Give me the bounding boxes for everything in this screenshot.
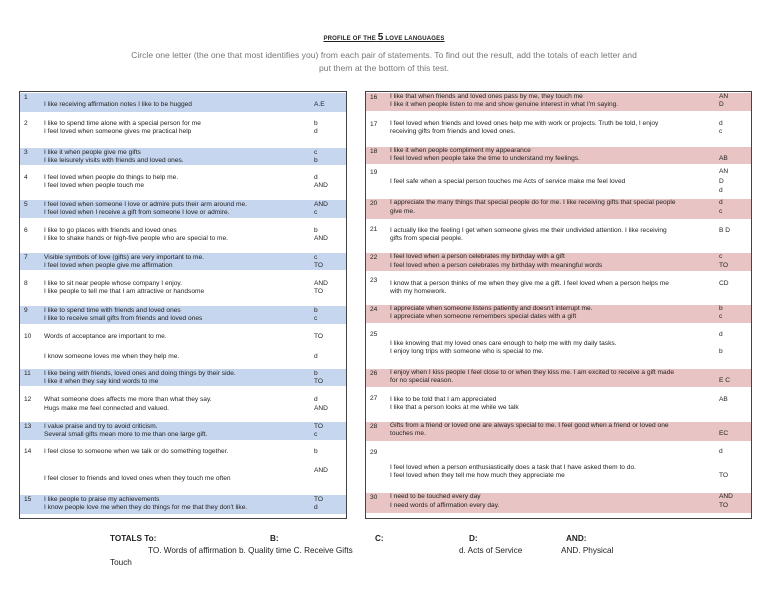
- answer-letter[interactable]: AND: [314, 182, 328, 189]
- statement-text: I value praise and try to avoid criticism.: [44, 423, 158, 430]
- question-row: [20, 447, 346, 487]
- question-number: 15: [24, 496, 32, 503]
- question-number: 28: [370, 423, 378, 430]
- legend-touch: Touch: [110, 558, 132, 567]
- legend-text: TO. Words of affirmation b. Quality time C. Receive Gifts: [148, 546, 353, 555]
- statement-text: I like people to tell me that I am attractive or handsome: [44, 288, 205, 295]
- answer-letter[interactable]: A.E: [314, 101, 325, 108]
- statement-text: I like people to praise my achievements: [44, 496, 160, 503]
- answer-letter[interactable]: c: [314, 254, 318, 261]
- page-title: [0, 32, 768, 43]
- answer-letter[interactable]: d: [314, 353, 318, 360]
- question-row: [20, 200, 346, 218]
- question-row: [20, 279, 346, 299]
- question-number: 10: [24, 333, 32, 340]
- statement-text: I feel safe when a special person touches me Acts of service make me feel loved: [390, 178, 626, 185]
- statement-text: I feel loved when they tell me how much they appreciate me: [390, 472, 565, 479]
- statement-text: I like to spend time with friends and loved ones: [44, 307, 181, 314]
- answer-letter[interactable]: AND: [314, 235, 328, 242]
- question-row: [366, 305, 751, 323]
- statement-text: I feel loved when someone gives me practical help: [44, 128, 192, 135]
- question-number: 22: [370, 254, 378, 261]
- statement-text: I enjoy long trips with someone who is special to me.: [390, 348, 544, 355]
- question-number: 11: [24, 370, 31, 377]
- answer-letter[interactable]: d: [314, 396, 318, 403]
- statement-text: Visible symbols of love (gifts) are very important to me.: [44, 254, 205, 261]
- answer-letter[interactable]: c: [719, 208, 723, 215]
- question-row: [20, 422, 346, 440]
- statement-text: I know that a person thinks of me when they give me a gift. I feel loved when a person helps me: [390, 280, 669, 287]
- statement-text: I feel closer to friends and loved ones when they touch me often: [44, 475, 231, 482]
- statement-text: I like receiving affirmation notes I like to be hugged: [44, 101, 192, 108]
- statement-text: I like to spend time alone with a special person for me: [44, 120, 201, 127]
- question-number: 27: [370, 395, 378, 402]
- instructions-line-1: Circle one letter (the one that most identifies you) from each pair of statements. To find out the result, add the totals of each letter and: [131, 50, 637, 60]
- answer-letter[interactable]: AND: [314, 201, 328, 208]
- statement-text: I like to shake hands or high-five people who are special to me.: [44, 235, 228, 242]
- statement-text: I like to receive small gifts from friends and loved ones: [44, 315, 203, 322]
- statement-text: I feel loved when people give me affirmation: [44, 262, 173, 269]
- total-to-label: TOTALS To:: [110, 534, 157, 543]
- question-number: 14: [24, 448, 32, 455]
- question-number: 7: [24, 254, 28, 261]
- statement-text: I actually like the feeling I get when someone gives me their undivided attention. I like receiving: [390, 227, 667, 234]
- statement-text: Several small gifts mean more to me than one large gift.: [44, 431, 208, 438]
- answer-letter[interactable]: EC: [719, 430, 729, 437]
- answer-letter[interactable]: b: [719, 348, 723, 355]
- question-row: [20, 306, 346, 324]
- question-number: 12: [24, 396, 32, 403]
- statement-text: I like knowing that my loved ones care enough to help me with my daily tasks.: [390, 340, 617, 347]
- answer-letter[interactable]: b: [314, 227, 318, 234]
- answer-letter[interactable]: AND: [314, 280, 328, 287]
- statement-text: I appreciate when someone remembers special dates with a gift: [390, 313, 577, 320]
- statement-text: I feel loved when people take the time to understand my feelings.: [390, 155, 580, 162]
- question-row: [20, 226, 346, 246]
- answer-letter[interactable]: d: [314, 174, 318, 181]
- question-number: 21: [370, 226, 378, 233]
- question-number: 3: [24, 149, 28, 156]
- answer-letter[interactable]: AN: [719, 168, 729, 175]
- statement-text: I like to be told that I am appreciated: [390, 396, 497, 403]
- question-row: [20, 119, 346, 139]
- answer-letter[interactable]: c: [314, 431, 318, 438]
- statement-text: I like it when they say kind words to me: [44, 378, 159, 385]
- question-row: [366, 369, 751, 387]
- answer-letter[interactable]: TO: [719, 472, 729, 479]
- total-b-label: B:: [270, 534, 279, 543]
- answer-letter[interactable]: d: [719, 448, 723, 455]
- statement-text: I feel loved when I receive a gift from someone I love or admire.: [44, 209, 230, 216]
- answer-letter[interactable]: b: [314, 448, 318, 455]
- question-number: 18: [370, 148, 378, 155]
- answer-letter[interactable]: AB: [719, 155, 728, 162]
- questions-16-30-panel: [365, 91, 752, 519]
- statement-text: I feel close to someone when we talk or do something together.: [44, 448, 229, 455]
- answer-letter[interactable]: c: [719, 313, 723, 320]
- question-number: 26: [370, 370, 378, 377]
- answer-letter[interactable]: d: [719, 187, 723, 194]
- statement-text: gifts from special people.: [390, 235, 463, 242]
- question-row: [20, 148, 346, 165]
- question-row: [366, 168, 751, 195]
- question-row: [366, 448, 751, 481]
- answer-letter[interactable]: D: [719, 101, 724, 108]
- answer-letter[interactable]: TO: [314, 262, 324, 269]
- question-number: 1: [24, 94, 28, 101]
- question-number: 25: [370, 331, 378, 338]
- question-row: [366, 147, 751, 164]
- statement-text: I know people love me when they do things for me that they don't like.: [44, 504, 248, 511]
- answer-letter[interactable]: d: [314, 128, 318, 135]
- question-row: [20, 495, 346, 514]
- answer-letter[interactable]: TO: [314, 288, 324, 295]
- answer-letter[interactable]: c: [314, 149, 318, 156]
- question-number: 2: [24, 120, 28, 127]
- statement-text: I appreciate the many things that special people do for me. I like receiving gifts that special people: [390, 199, 676, 206]
- answer-letter[interactable]: d: [719, 331, 723, 338]
- statement-text: Gifts from a friend or loved one are always special to me. I feel good when a friend or loved one: [390, 422, 669, 429]
- question-number: 8: [24, 280, 28, 287]
- question-row: [20, 93, 346, 112]
- statement-text: I feel loved when people do things to help me.: [44, 174, 179, 181]
- question-row: [366, 120, 751, 138]
- question-number: 6: [24, 227, 28, 234]
- answer-letter[interactable]: TO: [314, 378, 324, 385]
- legend-acts-of-service: d. Acts of Service: [459, 546, 523, 555]
- question-row: [20, 369, 346, 386]
- answer-letter[interactable]: B D: [719, 227, 730, 234]
- answer-letter[interactable]: c: [719, 128, 723, 135]
- question-number: 16: [370, 94, 378, 101]
- statement-text: give me.: [390, 208, 415, 215]
- answer-letter[interactable]: TO: [314, 423, 324, 430]
- answer-letter[interactable]: AND: [719, 493, 733, 500]
- answer-letter[interactable]: CD: [719, 280, 729, 287]
- statement-text: for no special reason.: [390, 377, 454, 384]
- statement-text: I like to go places with friends and loved ones: [44, 227, 177, 234]
- question-row: [366, 493, 751, 513]
- question-number: 5: [24, 201, 28, 208]
- title-prefix: PROFILE OF THE: [323, 36, 376, 42]
- statement-text: Words of acceptance are important to me.: [44, 333, 167, 340]
- question-row: [366, 276, 751, 298]
- question-number: 9: [24, 307, 28, 314]
- instructions-line-2: put them at the bottom of this test.: [319, 63, 449, 73]
- statement-text: I like that when friends and loved ones pass by me, they touch me: [390, 93, 583, 100]
- statement-text: I enjoy when I kiss people I feel close to or when they kiss me. I am excited to receive a gift made: [390, 369, 675, 376]
- questions-1-15-panel: [19, 91, 347, 519]
- question-row: [366, 422, 751, 441]
- statement-text: I like that a person looks at me while we talk: [390, 404, 519, 411]
- statement-text: I need to be touched every day: [390, 493, 481, 500]
- question-number: 23: [370, 277, 378, 284]
- question-row: [366, 330, 751, 360]
- statement-text: I like it when people give me gifts: [44, 149, 141, 156]
- statement-text: receiving gifts from friends and loved ones.: [390, 128, 516, 135]
- statement-text: I need words of affirmation every day.: [390, 502, 500, 509]
- answer-letter[interactable]: AND: [314, 405, 328, 412]
- title-suffix: LOVE LANGUAGES: [385, 36, 445, 42]
- answer-letter[interactable]: b: [719, 305, 723, 312]
- answer-letter[interactable]: TO: [314, 496, 324, 503]
- statement-text: I like to sit near people whose company I enjoy.: [44, 280, 183, 287]
- statement-text: I feel loved when friends and loved ones help me with work or projects. Truth be told, I enjoy: [390, 120, 659, 127]
- question-row: [366, 199, 751, 219]
- question-number: 24: [370, 306, 378, 313]
- answer-letter[interactable]: d: [719, 199, 723, 206]
- statement-text: I like being with friends, loved ones and doing things by their side.: [44, 370, 236, 377]
- question-row: [366, 394, 751, 416]
- total-c-label: C:: [375, 534, 384, 543]
- statement-text: I feel loved when a person celebrates my birthday with a gift: [390, 253, 565, 260]
- question-number: 20: [370, 200, 378, 207]
- statement-text: I appreciate when someone listens patiently and doesn't interrupt me.: [390, 305, 593, 312]
- statement-text: I feel loved when someone I love or admire puts their arm around me.: [44, 201, 248, 208]
- answer-letter[interactable]: b: [314, 120, 318, 127]
- statement-text: I know someone loves me when they help me.: [44, 353, 180, 360]
- answer-letter[interactable]: AND: [314, 467, 328, 474]
- answer-letter[interactable]: c: [314, 209, 318, 216]
- answer-letter[interactable]: d: [314, 504, 318, 511]
- answer-letter[interactable]: b: [314, 307, 318, 314]
- question-number: 29: [370, 449, 378, 456]
- answer-letter[interactable]: b: [314, 370, 318, 377]
- answer-letter[interactable]: c: [314, 315, 318, 322]
- statement-text: Hugs make me feel connected and valued.: [44, 405, 169, 412]
- question-number: 4: [24, 174, 28, 181]
- answer-letter[interactable]: TO: [719, 502, 729, 509]
- legend-physical: AND. Physical: [561, 546, 614, 555]
- total-and-label: AND:: [566, 534, 587, 543]
- question-row: [20, 395, 346, 416]
- statement-text: I feel loved when people touch me: [44, 182, 145, 189]
- question-row: [20, 332, 346, 364]
- question-row: [20, 173, 346, 193]
- instructions: [80, 49, 688, 75]
- statement-text: I like it when people compliment my appearance: [390, 147, 531, 154]
- question-row: [366, 225, 751, 247]
- statement-text: I like it when people listen to me and show genuine interest in what I'm saying.: [390, 101, 619, 108]
- title-number: 5: [377, 32, 384, 43]
- answer-letter[interactable]: TO: [719, 262, 729, 269]
- question-number: 30: [370, 494, 378, 501]
- question-row: [366, 253, 751, 271]
- answer-letter[interactable]: AB: [719, 396, 728, 403]
- answer-letter[interactable]: D: [719, 178, 724, 185]
- answer-letter[interactable]: AN: [719, 93, 729, 100]
- statement-text: with my homework.: [390, 288, 447, 295]
- statement-text: What someone does affects me more than what they say.: [44, 396, 212, 403]
- statement-text: I like leisurely visits with friends and loved ones.: [44, 157, 184, 164]
- question-row: [366, 93, 751, 111]
- question-number: 17: [370, 121, 378, 128]
- answer-letter[interactable]: TO: [314, 333, 324, 340]
- answer-letter[interactable]: b: [314, 157, 318, 164]
- answer-letter[interactable]: c: [719, 253, 723, 260]
- question-number: 13: [24, 423, 32, 430]
- statement-text: I feel loved when a person enthusiastically does a task that I have asked them to do.: [390, 464, 636, 471]
- statement-text: I feel loved when a person celebrates my birthday with meaningful words: [390, 262, 603, 269]
- answer-letter[interactable]: d: [719, 120, 723, 127]
- statement-text: touches me.: [390, 430, 426, 437]
- answer-letter[interactable]: E C: [719, 377, 730, 384]
- question-number: 19: [370, 169, 378, 176]
- question-row: [20, 253, 346, 270]
- total-d-label: D:: [469, 534, 478, 543]
